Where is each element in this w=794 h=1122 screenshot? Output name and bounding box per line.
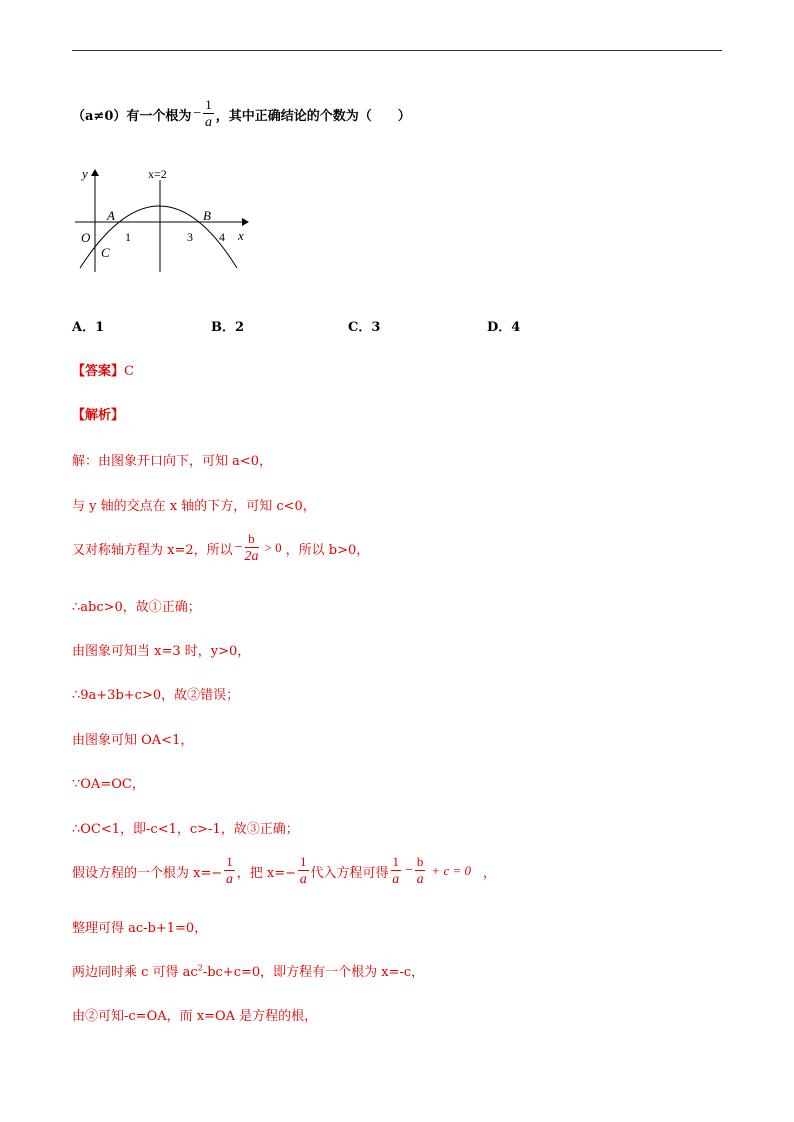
root-numerator: 1 (205, 97, 212, 112)
analysis-line-13: 由②可知-c=OA，而 x=OA 是方程的根， (72, 1009, 318, 1024)
fraction-bar (224, 870, 235, 871)
line10-mid: ，把 x=− (236, 865, 296, 881)
line10-numerator-1: 1 (226, 854, 233, 869)
analysis-line-2: 与 y 轴的交点在 x 轴的下方，可知 c<0， (72, 499, 316, 514)
analysis-line-3 (72, 532, 369, 564)
point-c-label: C (101, 245, 110, 260)
point-a-label: A (107, 208, 115, 223)
line10-denominator-1: a (226, 872, 233, 887)
line10-numerator-3: 1 (392, 854, 400, 869)
y-axis-label: y (82, 166, 88, 181)
origin-label: O (81, 230, 91, 245)
line10-minus: − (405, 863, 413, 878)
tick-1-label: 1 (125, 230, 131, 244)
question-prefix: （a≠0）有一个根为 (72, 108, 192, 124)
line3-prefix: 又对称轴方程为 x=2，所以 (72, 542, 233, 558)
fraction-bar (298, 870, 309, 871)
line10-denominator-3: a (392, 872, 400, 887)
fraction-bar (391, 870, 402, 871)
line10-fraction-2 (298, 855, 309, 887)
answer-line (72, 360, 134, 379)
line3-denominator: 2a (244, 549, 259, 564)
line12-suffix: -bc+c=0，即方程有一个根为 x=-c， (202, 965, 425, 980)
analysis-line-9: ∴OC<1，即-c<1，c>-1，故③正确； (72, 822, 299, 837)
line10-mid2: 代入方程可得 (310, 865, 389, 881)
analysis-line-10 (72, 855, 496, 887)
fraction-bar (415, 870, 426, 871)
analysis-line-1: 解：由图象开口向下，可知 a<0， (72, 454, 273, 469)
option-a[interactable]: A．1 (72, 320, 105, 335)
x-axis-label: x (238, 228, 244, 243)
line3-suffix: ，所以 b>0， (285, 542, 370, 558)
parabola-graph (70, 160, 260, 280)
analysis-tag: 【解析】 (72, 408, 125, 423)
fraction-bar (245, 547, 259, 548)
line12-prefix: 两边同时乘 c 可得 ac (72, 965, 198, 980)
analysis-line-8: ∵OA=OC， (72, 777, 145, 792)
analysis-line-5: 由图象可知当 x=3 时，y>0， (72, 644, 251, 659)
line10-end: ， (483, 865, 497, 881)
answer-tag: 【答案】 (72, 364, 125, 379)
root-fraction (203, 98, 214, 130)
line10-fraction-3 (391, 855, 402, 887)
option-c[interactable]: C．3 (348, 320, 381, 335)
line10-denominator-4: a (416, 872, 424, 887)
analysis-line-4: ∴abc>0，故①正确； (72, 600, 201, 615)
root-minus-sign: − (193, 106, 202, 121)
analysis-line-6: ∴9a+3b+c>0，故②错误； (72, 688, 240, 703)
line3-fraction (245, 532, 259, 564)
line10-denominator-2: a (299, 872, 307, 887)
line12-superscript: 2 (197, 963, 203, 973)
fraction-bar (203, 113, 214, 114)
tick-4-label: 4 (219, 230, 225, 244)
line10-fraction-4 (415, 855, 426, 887)
line10-numerator-4: b (416, 854, 424, 869)
option-d[interactable]: D．4 (487, 320, 521, 335)
line10-tail: + c = 0 (431, 863, 471, 878)
header-rule (72, 50, 722, 51)
line10-numerator-2: 1 (300, 854, 307, 869)
root-denominator: a (205, 115, 213, 130)
line3-gt: > 0 (264, 540, 282, 555)
tick-3-label: 3 (187, 230, 193, 244)
question-line (72, 98, 411, 130)
analysis-line-12 (72, 961, 424, 980)
answer-value: C (124, 364, 134, 379)
question-suffix: ，其中正确结论的个数为（ ） (215, 108, 411, 124)
line3-numerator: b (248, 531, 255, 546)
line10-prefix: 假设方程的一个根为 x=− (72, 865, 223, 881)
line3-minus: − (234, 540, 243, 555)
symmetry-axis-label: x=2 (148, 167, 167, 181)
point-b-label: B (203, 208, 211, 223)
line10-fraction-1 (224, 855, 235, 887)
analysis-line-7: 由图象可知 OA<1， (72, 733, 194, 748)
analysis-line-11: 整理可得 ac-b+1=0， (72, 921, 208, 936)
option-b[interactable]: B．2 (211, 320, 245, 335)
